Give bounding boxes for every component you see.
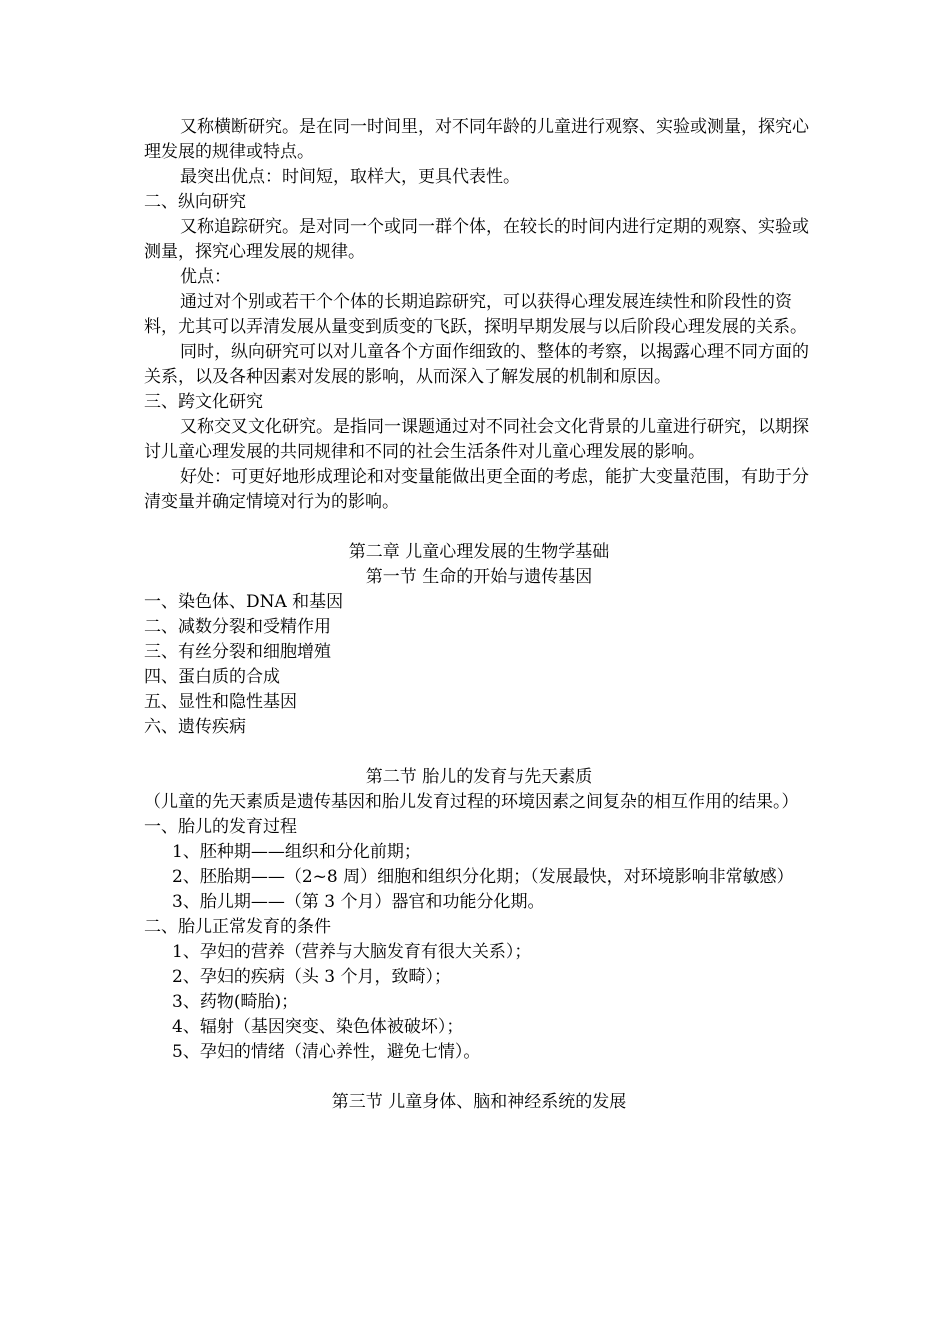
spacer bbox=[144, 1065, 814, 1090]
paragraph-longitudinal-advantage-1: 通过对个别或若干个个体的长期追踪研究，可以获得心理发展连续性和阶段性的资料，尤其可以弄清发展从量变到质变的飞跃，探明早期发展与以后阶段心理发展的关系。 bbox=[144, 292, 807, 337]
list-item: 三、有丝分裂和细胞增殖 bbox=[144, 642, 331, 662]
heading-fetal-development-process: 一、胎儿的发育过程 bbox=[144, 817, 297, 837]
paragraph-cross-cultural-benefit: 好处：可更好地形成理论和对变量能做出更全面的考虑，能扩大变量范围，有助于分清变量并确定情境对行为的影响。 bbox=[144, 467, 809, 512]
list-item: 五、显性和隐性基因 bbox=[144, 692, 297, 712]
section-title-genetics: 第一节 生命的开始与遗传基因 bbox=[365, 567, 593, 587]
list-item: 1、胚种期——组织和分化前期； bbox=[172, 842, 421, 862]
list-item: 二、减数分裂和受精作用 bbox=[144, 617, 331, 637]
spacer bbox=[144, 740, 814, 765]
list-item: 六、遗传疾病 bbox=[144, 717, 246, 737]
paragraph-cross-sectional-advantage: 最突出优点：时间短，取样大，更具代表性。 bbox=[180, 167, 520, 187]
list-item: 3、药物(畸胎)； bbox=[172, 992, 299, 1012]
paragraph-cross-sectional-definition: 又称横断研究。是在同一时间里，对不同年龄的儿童进行观察、实验或测量，探究心理发展的规律或特点。 bbox=[144, 117, 809, 162]
list-item: 一、染色体、DNA 和基因 bbox=[144, 592, 344, 612]
document-page bbox=[144, 115, 814, 1115]
list-item: 3、胎儿期——（第 3 个月）器官和功能分化期。 bbox=[172, 892, 545, 912]
paragraph-longitudinal-definition: 又称追踪研究。是对同一个或同一群个体，在较长的时间内进行定期的观察、实验或测量，探究心理发展的规律。 bbox=[144, 217, 809, 262]
paragraph-longitudinal-advantage-label: 优点： bbox=[180, 267, 231, 287]
paragraph-cross-cultural-definition: 又称交叉文化研究。是指同一课题通过对不同社会文化背景的儿童进行研究，以期探讨儿童心理发展的共同规律和不同的社会生活条件对儿童心理发展的影响。 bbox=[144, 417, 809, 462]
section-title-fetal-development: 第二节 胎儿的发育与先天素质 bbox=[365, 767, 593, 787]
list-item: 5、孕妇的情绪（清心养性，避免七情）。 bbox=[172, 1042, 481, 1062]
list-item: 2、孕妇的疾病（头 3 个月，致畸）； bbox=[172, 967, 451, 987]
list-item: 四、蛋白质的合成 bbox=[144, 667, 280, 687]
chapter-title: 第二章 儿童心理发展的生物学基础 bbox=[348, 542, 610, 562]
heading-longitudinal-research: 二、纵向研究 bbox=[144, 192, 246, 212]
heading-normal-development-conditions: 二、胎儿正常发育的条件 bbox=[144, 917, 331, 937]
list-item: 1、孕妇的营养（营养与大脑发育有很大关系）； bbox=[172, 942, 532, 962]
paragraph-longitudinal-advantage-2: 同时，纵向研究可以对儿童各个方面作细致的、整体的考察，以揭露心理不同方面的关系，以及各种因素对发展的影响，从而深入了解发展的机制和原因。 bbox=[144, 342, 809, 387]
section-title-body-brain: 第三节 儿童身体、脑和神经系统的发展 bbox=[331, 1092, 627, 1112]
heading-cross-cultural-research: 三、跨文化研究 bbox=[144, 392, 263, 412]
spacer bbox=[144, 515, 814, 540]
list-item: 4、辐射（基因突变、染色体被破坏）； bbox=[172, 1017, 464, 1037]
paragraph-innate-quality-note: （儿童的先天素质是遗传基因和胎儿发育过程的环境因素之间复杂的相互作用的结果。） bbox=[144, 792, 799, 812]
list-item: 2、胚胎期——（2~8 周）细胞和组织分化期；（发展最快，对环境影响非常敏感） bbox=[172, 867, 794, 887]
